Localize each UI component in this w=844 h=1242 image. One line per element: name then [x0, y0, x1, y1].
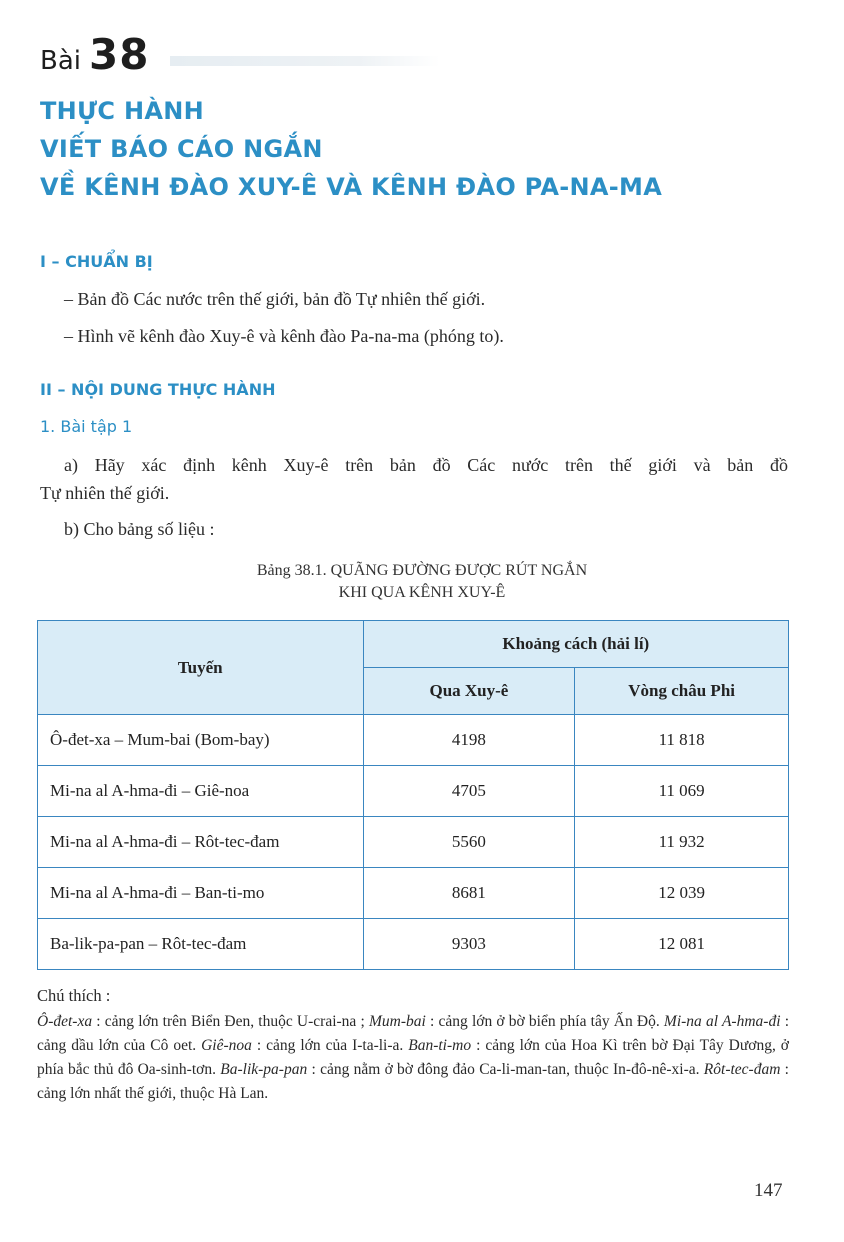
exercise-heading: 1. Bài tập 1	[40, 417, 133, 436]
heading-decoration	[170, 56, 440, 66]
table-row	[38, 868, 789, 919]
suez-distance-cell: 8681	[363, 868, 575, 919]
header-via-suez: Qua Xuy-ê	[363, 668, 575, 715]
notes-body	[37, 1010, 789, 1106]
section-content-heading: II – NỘI DUNG THỰC HÀNH	[40, 380, 276, 399]
table-row	[38, 817, 789, 868]
note-text: : cảng nằm ở bờ đông đảo Ca-li-man-tan, thuộc In-đô-nê-xi-a.	[307, 1061, 704, 1078]
africa-distance-cell: 12 039	[575, 868, 789, 919]
note-text: : cảng dầu lớn của Cô oet.	[37, 1013, 789, 1054]
note-term: Ba-lik-pa-pan	[220, 1061, 308, 1078]
note-text: : cảng lớn của Hoa Kì trên bờ Đại Tây Dương, ở phía bắc thủ đô Oa-sinh-tơn.	[37, 1037, 789, 1078]
note-text: : cảng lớn trên Biển Đen, thuộc U-crai-na ;	[92, 1013, 369, 1030]
suez-distance-cell: 5560	[363, 817, 575, 868]
table-row	[38, 919, 789, 970]
note-term: Ô-đet-xa	[37, 1013, 93, 1030]
section-preparation-heading: I – CHUẨN BỊ	[40, 252, 153, 271]
suez-distance-cell: 9303	[363, 919, 575, 970]
table-caption-line-1: Bảng 38.1. QUÃNG ĐƯỜNG ĐƯỢC RÚT NGẮN	[256, 562, 588, 579]
route-cell: Mi-na al A-hma-đi – Giê-noa	[38, 766, 364, 817]
suez-distance-cell: 4198	[363, 715, 575, 766]
title-line-3: VỀ KÊNH ĐÀO XUY-Ê VÀ KÊNH ĐÀO PA-NA-MA	[40, 173, 663, 201]
suez-distance-cell: 4705	[363, 766, 575, 817]
title-line-1: THỰC HÀNH	[40, 97, 205, 125]
africa-distance-cell: 11 818	[575, 715, 789, 766]
page-number: 147	[754, 1180, 783, 1201]
route-cell: Ô-đet-xa – Mum-bai (Bom-bay)	[38, 715, 364, 766]
lesson-number: 38	[89, 30, 150, 79]
note-term: Mi-na al A-hma-đi	[663, 1013, 781, 1030]
lesson-label: Bài	[40, 46, 81, 76]
distance-table	[37, 620, 789, 970]
table-row	[38, 766, 789, 817]
route-cell: Mi-na al A-hma-đi – Rôt-tec-đam	[38, 817, 364, 868]
africa-distance-cell: 12 081	[575, 919, 789, 970]
prep-item-1: – Bản đồ Các nước trên thế giới, bản đồ Tự nhiên thế giới.	[64, 289, 486, 309]
note-text: : cảng lớn nhất thế giới, thuộc Hà Lan.	[37, 1061, 789, 1102]
task-a-line-1: a) Hãy xác định kênh Xuy-ê trên bản đồ Các nước trên thế giới và bản đồ	[64, 455, 788, 475]
header-distance: Khoảng cách (hải lí)	[363, 621, 788, 668]
note-term: Mum-bai	[368, 1013, 426, 1030]
note-term: Giê-noa	[201, 1037, 252, 1054]
africa-distance-cell: 11 932	[575, 817, 789, 868]
lesson-title	[40, 92, 662, 206]
notes-heading: Chú thích :	[37, 986, 111, 1005]
note-term: Rôt-tec-đam	[703, 1061, 781, 1078]
route-cell: Mi-na al A-hma-đi – Ban-ti-mo	[38, 868, 364, 919]
header-route: Tuyến	[38, 621, 364, 715]
lesson-heading	[40, 30, 149, 79]
africa-distance-cell: 11 069	[575, 766, 789, 817]
note-text: : cảng lớn ở bờ biển phía tây Ấn Độ.	[425, 1013, 664, 1030]
route-cell: Ba-lik-pa-pan – Rôt-tec-đam	[38, 919, 364, 970]
table-caption-line-2: KHI QUA KÊNH XUY-Ê	[338, 584, 506, 601]
table-row	[38, 715, 789, 766]
note-term: Ban-ti-mo	[408, 1037, 472, 1054]
prep-item-2: – Hình vẽ kênh đào Xuy-ê và kênh đào Pa-na-ma (phóng to).	[64, 326, 504, 346]
title-line-2: VIẾT BÁO CÁO NGẮN	[40, 135, 323, 163]
header-around-africa: Vòng châu Phi	[575, 668, 789, 715]
task-a-line-2: Tự nhiên thế giới.	[40, 483, 170, 503]
task-b: b) Cho bảng số liệu :	[64, 519, 215, 539]
note-text: : cảng lớn của I-ta-li-a.	[251, 1037, 409, 1054]
